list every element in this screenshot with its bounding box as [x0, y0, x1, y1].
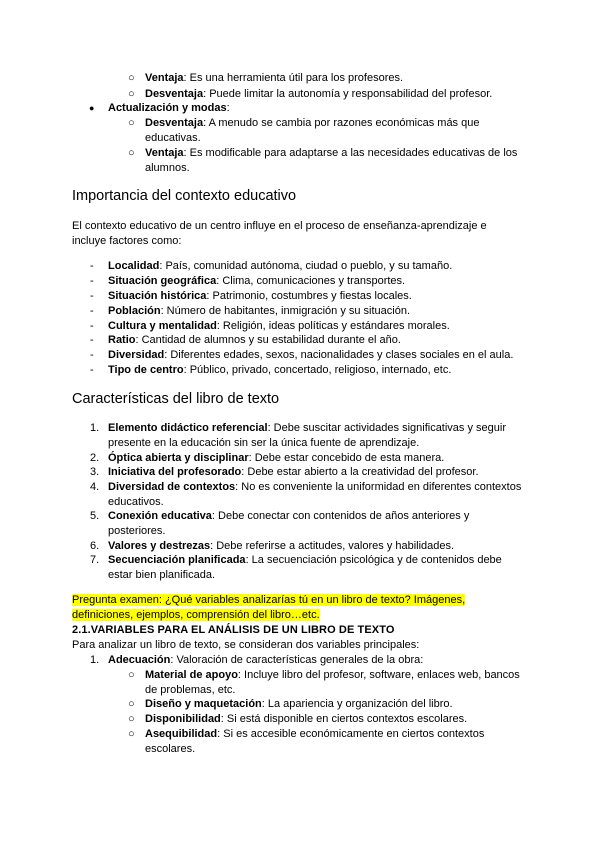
list-item: Diversidad: Diferentes edades, sexos, nacionalidades y clases sociales en el aula.	[108, 349, 514, 361]
list-number: 3.	[90, 466, 100, 478]
list-item: Tipo de centro: Público, privado, concertado, religioso, internado, etc.	[108, 364, 452, 376]
dash-bullet-icon: -	[90, 290, 94, 302]
list-item: Desventaja: A menudo se cambia por razones económicas más que	[145, 117, 480, 129]
list-item: Conexión educativa: Debe conectar con contenidos de años anteriores y	[108, 510, 470, 522]
circle-bullet-icon: ○	[128, 713, 135, 725]
dash-bullet-icon: -	[90, 349, 94, 361]
list-item: Asequibilidad: Si es accesible económicamente en ciertos contextos	[145, 728, 485, 740]
list-number: 1.	[90, 422, 100, 434]
subsection-heading-variables: 2.1.VARIABLES PARA EL ANÁLISIS DE UN LIBRO DE TEXTO	[72, 624, 395, 636]
circle-bullet-icon: ○	[128, 117, 135, 129]
list-item: Diseño y maquetación: La apariencia y organización del libro.	[145, 698, 453, 710]
list-item: Elemento didáctico referencial: Debe suscitar actividades significativas y seguir	[108, 422, 507, 434]
list-number: 6.	[90, 540, 100, 552]
paragraph: El contexto educativo de un centro influye en el proceso de enseñanza-aprendizaje e	[72, 220, 487, 232]
list-number: 1.	[90, 654, 100, 666]
section-heading-libro: Características del libro de texto	[72, 391, 280, 407]
circle-bullet-icon: ○	[128, 698, 135, 710]
list-item: Disponibilidad: Si está disponible en ciertos contextos escolares.	[145, 713, 468, 725]
dash-bullet-icon: -	[90, 320, 94, 332]
list-item: Material de apoyo: Incluye libro del profesor, software, enlaces web, bancos	[145, 669, 520, 681]
dash-bullet-icon: -	[90, 260, 94, 272]
dash-bullet-icon: -	[90, 275, 94, 287]
list-item-continuation: posteriores.	[108, 525, 166, 537]
circle-bullet-icon: ○	[128, 72, 135, 84]
list-item: Ventaja: Es modificable para adaptarse a las necesidades educativas de los	[145, 147, 518, 159]
dash-bullet-icon: -	[90, 334, 94, 346]
paragraph: incluye factores como:	[72, 235, 182, 247]
list-number: 2.	[90, 452, 100, 464]
list-item-continuation: educativos.	[108, 496, 164, 508]
disc-bullet-icon: ●	[89, 103, 95, 113]
list-item-continuation: estar bien planificada.	[108, 569, 216, 581]
circle-bullet-icon: ○	[128, 728, 135, 740]
list-item-continuation: de problemas, etc.	[145, 684, 236, 696]
list-item-continuation: educativas.	[145, 132, 201, 144]
list-item: Desventaja: Puede limitar la autonomía y responsabilidad del profesor.	[145, 88, 493, 100]
dash-bullet-icon: -	[90, 364, 94, 376]
dash-bullet-icon: -	[90, 305, 94, 317]
list-item: Situación histórica: Patrimonio, costumbres y fiestas locales.	[108, 290, 412, 302]
list-item: Ventaja: Es una herramienta útil para los profesores.	[145, 72, 404, 84]
exam-question-line: Pregunta examen: ¿Qué variables analizarías tú en un libro de texto? Imágenes,	[72, 594, 466, 606]
circle-bullet-icon: ○	[128, 669, 135, 681]
list-item: Actualización y modas:	[108, 102, 230, 114]
circle-bullet-icon: ○	[128, 88, 135, 100]
list-item: Localidad: País, comunidad autónoma, ciudad o pueblo, y su tamaño.	[108, 260, 453, 272]
list-item-continuation: presente en la educación sin ser la única fuente de aprendizaje.	[108, 437, 420, 449]
paragraph: Para analizar un libro de texto, se consideran dos variables principales:	[72, 639, 420, 651]
list-number: 7.	[90, 554, 100, 566]
list-item: Cultura y mentalidad: Religión, ideas políticas y estándares morales.	[108, 320, 450, 332]
list-item-continuation: alumnos.	[145, 162, 190, 174]
list-item: Óptica abierta y disciplinar: Debe estar concebido de esta manera.	[108, 452, 445, 464]
list-item: Iniciativa del profesorado: Debe estar abierto a la creatividad del profesor.	[108, 466, 479, 478]
list-item-continuation: escolares.	[145, 743, 196, 755]
list-item: Secuenciación planificada: La secuenciación psicológica y de contenidos debe	[108, 554, 502, 566]
circle-bullet-icon: ○	[128, 147, 135, 159]
list-number: 5.	[90, 510, 100, 522]
list-item: Valores y destrezas: Debe referirse a actitudes, valores y habilidades.	[108, 540, 455, 552]
exam-question-line: definiciones, ejemplos, comprensión del libro…etc.	[72, 609, 320, 621]
list-number: 4.	[90, 481, 100, 493]
list-item: Ratio: Cantidad de alumnos y su estabilidad durante el año.	[108, 334, 401, 346]
list-item: Adecuación: Valoración de características generales de la obra:	[108, 654, 424, 666]
list-item: Situación geográfica: Clima, comunicaciones y transportes.	[108, 275, 406, 287]
section-heading-contexto: Importancia del contexto educativo	[72, 188, 297, 204]
list-item: Diversidad de contextos: No es conveniente la uniformidad en diferentes contextos	[108, 481, 522, 493]
list-item: Población: Número de habitantes, inmigración y su situación.	[108, 305, 411, 317]
